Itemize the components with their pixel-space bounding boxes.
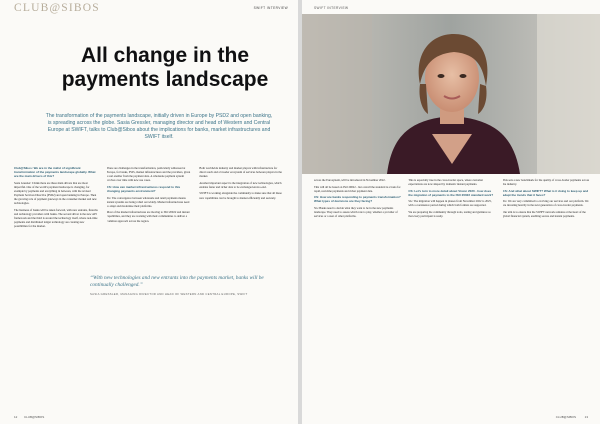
body-paragraph: Sasia Gressler: I think there are three main drivers that are most impactful. One of the world's payment landscape is changing, for example by payments and everything in between, with the revised Payment Services Directive (PSD2) and open banking in Europe. Then the growing role of payment gateways in the consumer market and new technologies. — [14, 180, 97, 206]
body-paragraph: Most of the market infrastructures are moving to ISO 20022 and instant capabilities, and they are working with their communities to deliver a common approach across the region. — [106, 210, 190, 223]
body-paragraph: SG: The convergence between wholesale and retail payments means instant systems are being rolled out widely. Market infrastructures need to adapt and modernise their platforms. — [106, 195, 190, 208]
body-column-1 — [14, 166, 99, 411]
question-paragraph: Club@Sibos: We are in the midst of significant transformation of the payments landscape globally. What are the main drivers of this? — [14, 166, 96, 179]
pull-quote-attribution: SASIA GRESSLER, MANAGING DIRECTOR AND HEAD OF WESTERN AND CENTRAL EUROPE, SWIFT — [90, 292, 248, 297]
body-paragraph: SG: Banks need to decide what they want to be in the new payments landscape. They need to assess which role to play, whether a provider of services or a user of other platforms. — [314, 205, 398, 219]
question-paragraph: CS: How are banks responding to payments transformation? What types of decisions are they facing? — [314, 195, 401, 204]
body-paragraph: This sets a new benchmark for the quality of cross-border payments across the industry. — [502, 178, 590, 187]
footer-brand: CLUB@SIBOS — [555, 415, 576, 419]
magazine-logo: CLUB@SIBOS — [14, 2, 100, 14]
body-paragraph: The business of banks will be taken forward, with new entrants, fintechs and technology providers with banks. The second driver is the new API framework and the third is around the technology itself, where real-time payments and distributed ledger technology are creating new possibilities for the market. — [14, 207, 98, 229]
section-header: SWIFT INTERVIEW — [314, 6, 349, 10]
section-header: SWIFT INTERVIEW — [253, 6, 288, 10]
body-column-1 — [314, 178, 401, 413]
left-page — [0, 0, 298, 424]
body-column-2 — [408, 178, 495, 413]
body-paragraph: SG: The migration will happen in phases from November 2022 to 2025, with a coexistence period during which both formats are supported. — [408, 199, 492, 208]
right-page — [302, 0, 600, 424]
body-paragraph: Both worldwide industry and market players with infrastructure for direct reach and a broader ecosystem of services between players in the market. — [199, 166, 282, 179]
body-columns — [314, 178, 590, 413]
question-paragraph: CS: How can market infrastructures respond to this changing payments environment? — [106, 184, 181, 193]
body-paragraph: across the Eurosystem, will be introduced in November 2022. — [314, 178, 386, 182]
article-lead: The transformation of the payments landscape, initially driven in Europe by PSD2 and open banking, is spreading across the globe. Sasia Gressler, managing director and head of Western and Central Europe at SWIFT, talks to Club@Sibos about the implications for banks, market infrastructures and SWIFT itself. — [45, 113, 273, 140]
pull-quote — [90, 272, 280, 302]
title-line-1: All change in the — [80, 44, 250, 67]
question-paragraph: CS: Let's turn to more detail about Vision 2020 - how does the migration of payments to the ISO 20022 standard work? — [408, 188, 494, 197]
pull-quote-text: “With new technologies and new entrants into the payments market, banks will be continually challenged.” — [90, 275, 264, 289]
body-paragraph: We are preparing the community through tools, testing and guidance so that every participant is ready. — [408, 210, 491, 219]
body-paragraph: SG: We are very committed to evolving our services and our platform. We are investing heavily in the next generation of cross-border payments. — [502, 199, 589, 208]
footer-brand: CLUB@SIBOS — [24, 415, 45, 419]
body-paragraph: There are challenges in the transformation, particularly addressed at Europe, for banks, PSPs, market infrastructures and the providers, given a real enabler from the payment data. A wholesale payment system evolves over time with new use cases. — [106, 166, 191, 183]
body-paragraph: This is especially true in the cross-border space, where customer expectations are now shaped by domestic instant payments. — [408, 178, 483, 187]
article-title — [60, 44, 270, 92]
portrait-photo — [302, 14, 600, 174]
body-paragraph: Another important aspect is the integration of new technologies, which enables faster and richer data to be exchanged end-to-end. — [199, 180, 282, 189]
title-line-2: payments landscape — [61, 68, 269, 91]
body-paragraph: SWIFT is working alongside the community to make sure that all these new capabilities can be brought to market efficiently and securely. — [199, 191, 282, 200]
body-paragraph: Our aim is to ensure that the SWIFT network remains at the heart of the global financial system, enabling secure and instant payments. — [502, 210, 586, 219]
question-paragraph: CS: And what about SWIFT? What is it doing to keep up and adapt the trends that it faces? — [502, 188, 589, 197]
body-column-3 — [503, 178, 590, 413]
body-paragraph: This will all be based on ISO 20022 - but overall the standard is a basis for rapid, real-time payments and richer payment data. — [314, 184, 401, 193]
page-number: 13 — [584, 415, 588, 419]
page-number: 12 — [14, 415, 18, 419]
